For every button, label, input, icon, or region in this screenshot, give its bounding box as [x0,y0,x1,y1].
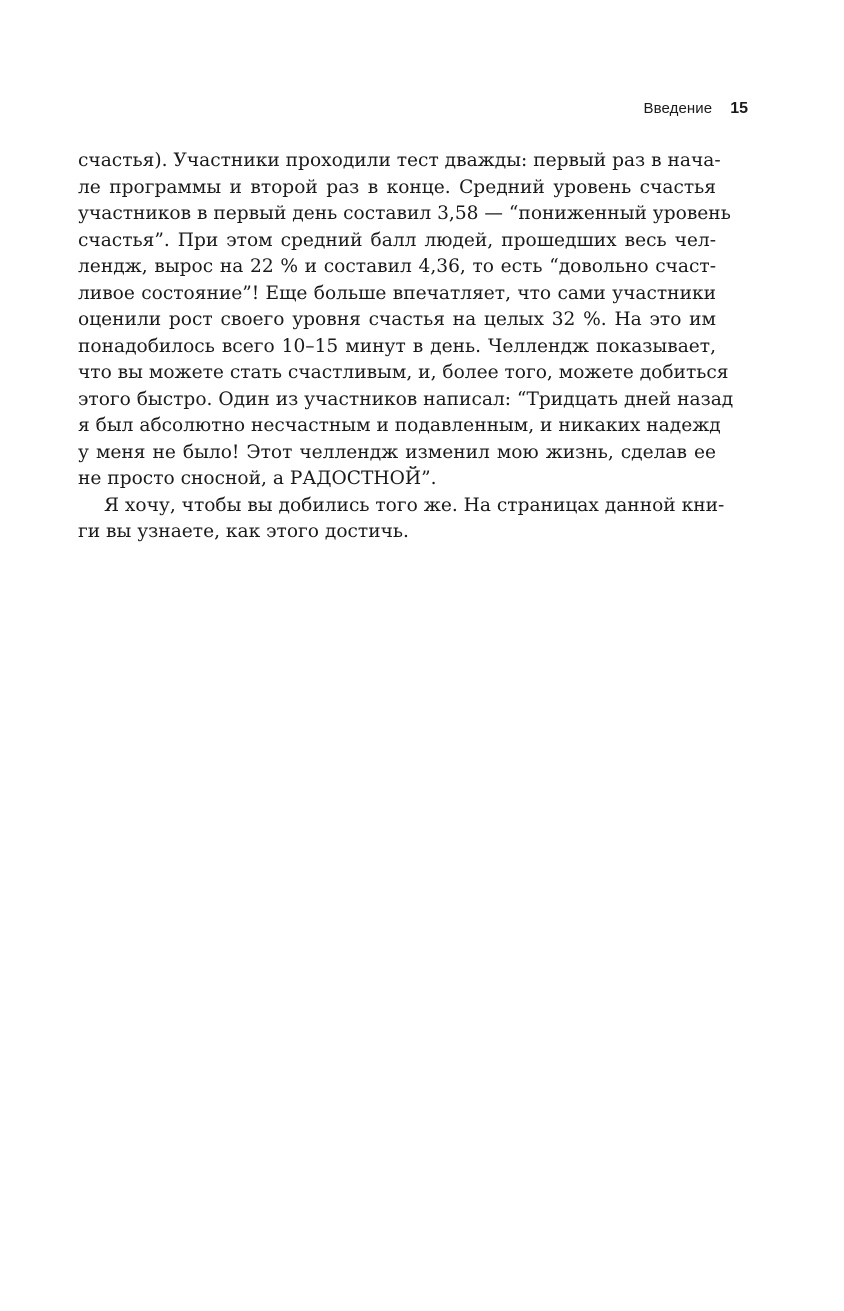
paragraph-1 [78,148,734,493]
text-line: я был абсолютно несчастным и подавленным, и никаких надежд [78,415,721,436]
text-line: понадобилось всего 10–15 минут в день. Челлендж показывает, [78,335,716,357]
text-line: ле программы и второй раз в конце. Средний уровень счастья [78,176,716,198]
body-text [78,148,734,546]
section-title: Введение [643,100,713,117]
text-line: счастья). Участники проходили тест дважды: первый раз в нача- [78,150,721,171]
running-header [643,100,748,118]
text-line: участников в первый день составил 3,58 — “пониженный уровень [78,203,731,224]
text-line: лендж, вырос на 22 % и составил 4,36, то есть “довольно счаст- [78,256,716,277]
text-line: у меня не было! Этот челлендж изменил мою жизнь, сделав ее [78,441,716,463]
page-number: 15 [730,100,748,117]
text-line: этого быстро. Один из участников написал: “Тридцать дней назад [78,388,734,410]
text-line: Я хочу, чтобы вы добились того же. На страницах данной кни- [104,494,725,516]
text-line: ливое состояние”! Еще больше впечатляет, что сами участники [78,282,716,304]
paragraph-2 [78,493,725,546]
text-line: оценили рост своего уровня счастья на целых 32 %. На это им [78,309,716,330]
text-line: ги вы узнаете, как этого достичь. [78,521,409,542]
text-line: что вы можете стать счастливым, и, более того, можете добиться [78,362,729,383]
text-line: не просто сносной, а РАДОСТНОЙ”. [78,468,437,489]
text-line: счастья”. При этом средний балл людей, прошедших весь чел- [78,229,716,251]
